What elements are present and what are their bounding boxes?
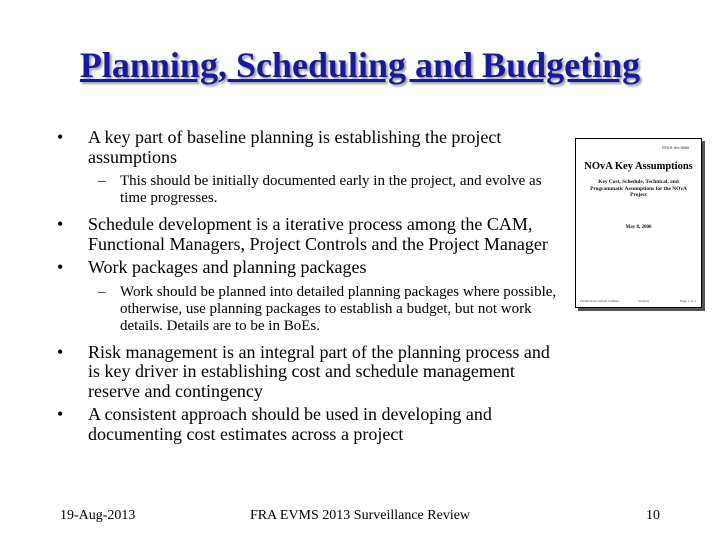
bullet-dot-icon: • bbox=[57, 214, 64, 234]
sub-bullet-dash-icon: – bbox=[98, 173, 106, 189]
bullet-text: Work packages and planning packages bbox=[88, 257, 367, 277]
bullet-item bbox=[54, 258, 564, 278]
bullet-text: A key part of baseline planning is establishing the project assumptions bbox=[88, 127, 502, 167]
bullet-dot-icon: • bbox=[57, 341, 64, 362]
sub-bullet-item bbox=[54, 173, 564, 207]
thumbnail-footer-mid: Version bbox=[638, 299, 649, 303]
thumbnail-title: NOvA Key Assumptions bbox=[584, 161, 693, 172]
bullet-text: Risk management is an integral part of the planning process and is key driver in establishing cost and schedule management reserve and contingency bbox=[88, 341, 550, 401]
document-thumbnail bbox=[575, 138, 702, 308]
bullet-dot-icon: • bbox=[57, 127, 64, 147]
sub-bullet-dash-icon: – bbox=[98, 283, 106, 300]
sub-bullet-text: Work should be planned into detailed planning packages where possible, otherwise, use planning packages to establish a budget, but not work details. Details are to be in BoEs. bbox=[120, 283, 557, 334]
bullet-item bbox=[54, 343, 564, 402]
bullet-dot-icon: • bbox=[57, 404, 64, 424]
bullet-text: Schedule development is a iterative process among the CAM, Functional Managers, Project Controls and the Project Manager bbox=[88, 214, 548, 254]
thumbnail-footer-left: Fermilab document number bbox=[580, 299, 619, 303]
footer-date: 19-Aug-2013 bbox=[60, 508, 136, 523]
thumbnail-subtitle: Key Cost, Schedule, Technical, and Programmatic Assumptions for the NOvA Project bbox=[590, 179, 687, 199]
bullet-dot-icon: • bbox=[57, 257, 64, 277]
sub-bullet-text: This should be initially documented early in the project, and evolve as time progresses. bbox=[120, 173, 542, 206]
bullet-list bbox=[54, 124, 564, 444]
footer-title: FRA EVMS 2013 Surveillance Review bbox=[249, 508, 471, 523]
thumbnail-date: May 8, 2006 bbox=[625, 225, 652, 230]
sub-bullet-item bbox=[54, 284, 564, 335]
thumbnail-footer-right: Page 1 of 1 bbox=[680, 299, 696, 303]
slide-number: 10 bbox=[646, 508, 660, 523]
slide-title: Planning, Scheduling and Budgeting bbox=[79, 45, 641, 85]
bullet-text: A consistent approach should be used in developing and documenting cost estimates across a project bbox=[88, 404, 492, 444]
thumbnail-header: NOvA-doc-#### bbox=[661, 145, 689, 150]
bullet-item bbox=[54, 215, 564, 254]
bullet-item bbox=[54, 128, 564, 167]
bullet-item bbox=[54, 405, 564, 444]
